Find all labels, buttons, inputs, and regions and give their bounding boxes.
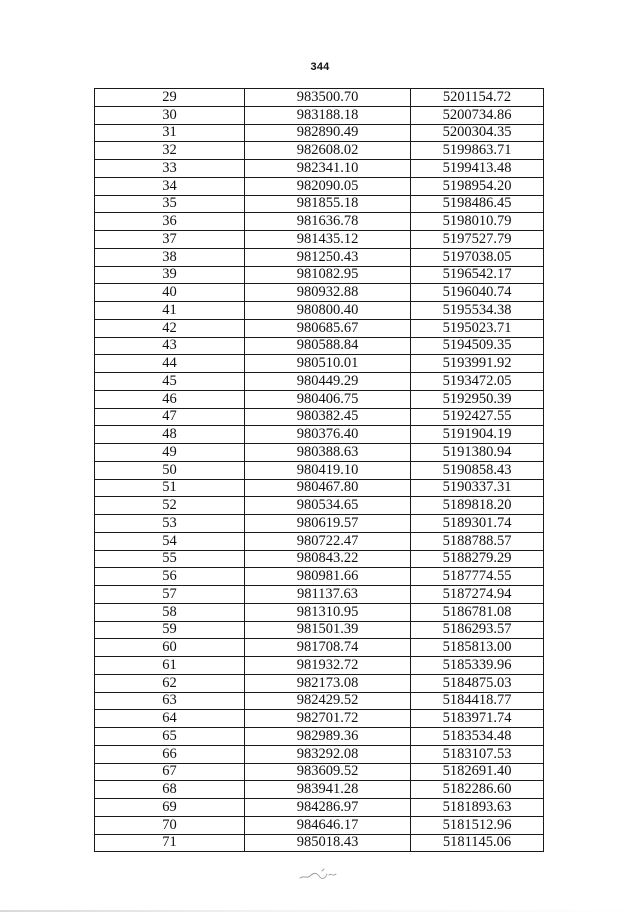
point-number-cell: 56 — [95, 568, 245, 586]
y-coordinate-cell: 5194509.35 — [411, 337, 544, 355]
y-coordinate-cell: 5190858.43 — [411, 461, 544, 479]
page-number: 344 — [310, 61, 330, 73]
y-coordinate-cell: 5198486.45 — [411, 195, 544, 213]
table-row — [95, 568, 544, 586]
y-coordinate-cell: 5186293.57 — [411, 621, 544, 639]
y-coordinate-cell: 5192950.39 — [411, 390, 544, 408]
x-coordinate-cell: 980843.22 — [245, 550, 411, 568]
y-coordinate-cell: 5181512.96 — [411, 816, 544, 834]
y-coordinate-cell: 5182286.60 — [411, 781, 544, 799]
point-number-cell: 43 — [95, 337, 245, 355]
table-row — [95, 639, 544, 657]
table-row — [95, 515, 544, 533]
x-coordinate-cell: 981932.72 — [245, 657, 411, 675]
y-coordinate-cell: 5187274.94 — [411, 586, 544, 604]
table-row — [95, 834, 544, 852]
table-row — [95, 657, 544, 675]
x-coordinate-cell: 980449.29 — [245, 373, 411, 391]
y-coordinate-cell: 5198954.20 — [411, 177, 544, 195]
point-number-cell: 42 — [95, 319, 245, 337]
point-number-cell: 35 — [95, 195, 245, 213]
y-coordinate-cell: 5200734.86 — [411, 106, 544, 124]
x-coordinate-cell: 980685.67 — [245, 319, 411, 337]
point-number-cell: 33 — [95, 160, 245, 178]
point-number-cell: 64 — [95, 710, 245, 728]
coordinates-table — [94, 88, 544, 852]
x-coordinate-cell: 981250.43 — [245, 248, 411, 266]
x-coordinate-cell: 982989.36 — [245, 728, 411, 746]
y-coordinate-cell: 5183534.48 — [411, 728, 544, 746]
point-number-cell: 54 — [95, 532, 245, 550]
x-coordinate-cell: 982341.10 — [245, 160, 411, 178]
table-row — [95, 674, 544, 692]
point-number-cell: 29 — [95, 89, 245, 107]
y-coordinate-cell: 5184875.03 — [411, 674, 544, 692]
point-number-cell: 45 — [95, 373, 245, 391]
x-coordinate-cell: 981501.39 — [245, 621, 411, 639]
y-coordinate-cell: 5185339.96 — [411, 657, 544, 675]
x-coordinate-cell: 984286.97 — [245, 799, 411, 817]
y-coordinate-cell: 5195534.38 — [411, 302, 544, 320]
y-coordinate-cell: 5197527.79 — [411, 231, 544, 249]
point-number-cell: 68 — [95, 781, 245, 799]
table-row — [95, 728, 544, 746]
point-number-cell: 34 — [95, 177, 245, 195]
point-number-cell: 40 — [95, 284, 245, 302]
table-row — [95, 781, 544, 799]
y-coordinate-cell: 5183971.74 — [411, 710, 544, 728]
point-number-cell: 59 — [95, 621, 245, 639]
y-coordinate-cell: 5189301.74 — [411, 515, 544, 533]
x-coordinate-cell: 981855.18 — [245, 195, 411, 213]
y-coordinate-cell: 5182691.40 — [411, 763, 544, 781]
table-row — [95, 479, 544, 497]
y-coordinate-cell: 5199863.71 — [411, 142, 544, 160]
x-coordinate-cell: 980722.47 — [245, 532, 411, 550]
y-coordinate-cell: 5188279.29 — [411, 550, 544, 568]
table-row — [95, 444, 544, 462]
table-row — [95, 710, 544, 728]
y-coordinate-cell: 5193472.05 — [411, 373, 544, 391]
x-coordinate-cell: 982090.05 — [245, 177, 411, 195]
y-coordinate-cell: 5185813.00 — [411, 639, 544, 657]
y-coordinate-cell: 5192427.55 — [411, 408, 544, 426]
point-number-cell: 41 — [95, 302, 245, 320]
y-coordinate-cell: 5199413.48 — [411, 160, 544, 178]
table-row — [95, 799, 544, 817]
x-coordinate-cell: 980406.75 — [245, 390, 411, 408]
x-coordinate-cell: 983609.52 — [245, 763, 411, 781]
table-row — [95, 603, 544, 621]
point-number-cell: 38 — [95, 248, 245, 266]
x-coordinate-cell: 983941.28 — [245, 781, 411, 799]
x-coordinate-cell: 981137.63 — [245, 586, 411, 604]
x-coordinate-cell: 980534.65 — [245, 497, 411, 515]
x-coordinate-cell: 981708.74 — [245, 639, 411, 657]
point-number-cell: 66 — [95, 745, 245, 763]
table-row — [95, 124, 544, 142]
table-row — [95, 621, 544, 639]
y-coordinate-cell: 5183107.53 — [411, 745, 544, 763]
table-row — [95, 497, 544, 515]
point-number-cell: 36 — [95, 213, 245, 231]
table-row — [95, 586, 544, 604]
x-coordinate-cell: 982701.72 — [245, 710, 411, 728]
point-number-cell: 31 — [95, 124, 245, 142]
signature-mark — [298, 866, 340, 882]
y-coordinate-cell: 5198010.79 — [411, 213, 544, 231]
point-number-cell: 48 — [95, 426, 245, 444]
table-row — [95, 816, 544, 834]
point-number-cell: 62 — [95, 674, 245, 692]
table-row — [95, 337, 544, 355]
table-row — [95, 532, 544, 550]
x-coordinate-cell: 983500.70 — [245, 89, 411, 107]
y-coordinate-cell: 5197038.05 — [411, 248, 544, 266]
point-number-cell: 47 — [95, 408, 245, 426]
table-row — [95, 231, 544, 249]
table-row — [95, 373, 544, 391]
y-coordinate-cell: 5196040.74 — [411, 284, 544, 302]
point-number-cell: 32 — [95, 142, 245, 160]
y-coordinate-cell: 5181893.63 — [411, 799, 544, 817]
scan-edge — [0, 910, 640, 912]
x-coordinate-cell: 980619.57 — [245, 515, 411, 533]
point-number-cell: 39 — [95, 266, 245, 284]
table-row — [95, 745, 544, 763]
y-coordinate-cell: 5188788.57 — [411, 532, 544, 550]
y-coordinate-cell: 5181145.06 — [411, 834, 544, 852]
point-number-cell: 49 — [95, 444, 245, 462]
table-row — [95, 692, 544, 710]
x-coordinate-cell: 980467.80 — [245, 479, 411, 497]
x-coordinate-cell: 980932.88 — [245, 284, 411, 302]
point-number-cell: 60 — [95, 639, 245, 657]
x-coordinate-cell: 980588.84 — [245, 337, 411, 355]
point-number-cell: 65 — [95, 728, 245, 746]
y-coordinate-cell: 5189818.20 — [411, 497, 544, 515]
x-coordinate-cell: 984646.17 — [245, 816, 411, 834]
table-row — [95, 248, 544, 266]
x-coordinate-cell: 981435.12 — [245, 231, 411, 249]
y-coordinate-cell: 5190337.31 — [411, 479, 544, 497]
x-coordinate-cell: 980800.40 — [245, 302, 411, 320]
table-row — [95, 461, 544, 479]
x-coordinate-cell: 980419.10 — [245, 461, 411, 479]
table-row — [95, 302, 544, 320]
x-coordinate-cell: 980376.40 — [245, 426, 411, 444]
point-number-cell: 52 — [95, 497, 245, 515]
y-coordinate-cell: 5191380.94 — [411, 444, 544, 462]
point-number-cell: 70 — [95, 816, 245, 834]
point-number-cell: 44 — [95, 355, 245, 373]
table-row — [95, 177, 544, 195]
x-coordinate-cell: 981082.95 — [245, 266, 411, 284]
x-coordinate-cell: 981636.78 — [245, 213, 411, 231]
table-row — [95, 142, 544, 160]
point-number-cell: 46 — [95, 390, 245, 408]
y-coordinate-cell: 5187774.55 — [411, 568, 544, 586]
table-row — [95, 408, 544, 426]
x-coordinate-cell: 983188.18 — [245, 106, 411, 124]
x-coordinate-cell: 982890.49 — [245, 124, 411, 142]
y-coordinate-cell: 5196542.17 — [411, 266, 544, 284]
coordinates-table-body — [95, 89, 544, 852]
point-number-cell: 63 — [95, 692, 245, 710]
table-row — [95, 426, 544, 444]
x-coordinate-cell: 980382.45 — [245, 408, 411, 426]
x-coordinate-cell: 982173.08 — [245, 674, 411, 692]
table-row — [95, 89, 544, 107]
y-coordinate-cell: 5191904.19 — [411, 426, 544, 444]
table-row — [95, 355, 544, 373]
point-number-cell: 53 — [95, 515, 245, 533]
point-number-cell: 71 — [95, 834, 245, 852]
x-coordinate-cell: 982608.02 — [245, 142, 411, 160]
y-coordinate-cell: 5186781.08 — [411, 603, 544, 621]
table-row — [95, 319, 544, 337]
x-coordinate-cell: 983292.08 — [245, 745, 411, 763]
table-row — [95, 390, 544, 408]
table-row — [95, 160, 544, 178]
y-coordinate-cell: 5195023.71 — [411, 319, 544, 337]
x-coordinate-cell: 982429.52 — [245, 692, 411, 710]
x-coordinate-cell: 981310.95 — [245, 603, 411, 621]
point-number-cell: 61 — [95, 657, 245, 675]
point-number-cell: 50 — [95, 461, 245, 479]
x-coordinate-cell: 980981.66 — [245, 568, 411, 586]
point-number-cell: 57 — [95, 586, 245, 604]
table-row — [95, 763, 544, 781]
point-number-cell: 69 — [95, 799, 245, 817]
point-number-cell: 51 — [95, 479, 245, 497]
y-coordinate-cell: 5200304.35 — [411, 124, 544, 142]
point-number-cell: 30 — [95, 106, 245, 124]
table-row — [95, 195, 544, 213]
point-number-cell: 37 — [95, 231, 245, 249]
x-coordinate-cell: 980510.01 — [245, 355, 411, 373]
table-row — [95, 550, 544, 568]
y-coordinate-cell: 5201154.72 — [411, 89, 544, 107]
table-row — [95, 266, 544, 284]
point-number-cell: 55 — [95, 550, 245, 568]
point-number-cell: 67 — [95, 763, 245, 781]
point-number-cell: 58 — [95, 603, 245, 621]
y-coordinate-cell: 5193991.92 — [411, 355, 544, 373]
y-coordinate-cell: 5184418.77 — [411, 692, 544, 710]
table-row — [95, 106, 544, 124]
table-row — [95, 284, 544, 302]
x-coordinate-cell: 985018.43 — [245, 834, 411, 852]
table-row — [95, 213, 544, 231]
x-coordinate-cell: 980388.63 — [245, 444, 411, 462]
